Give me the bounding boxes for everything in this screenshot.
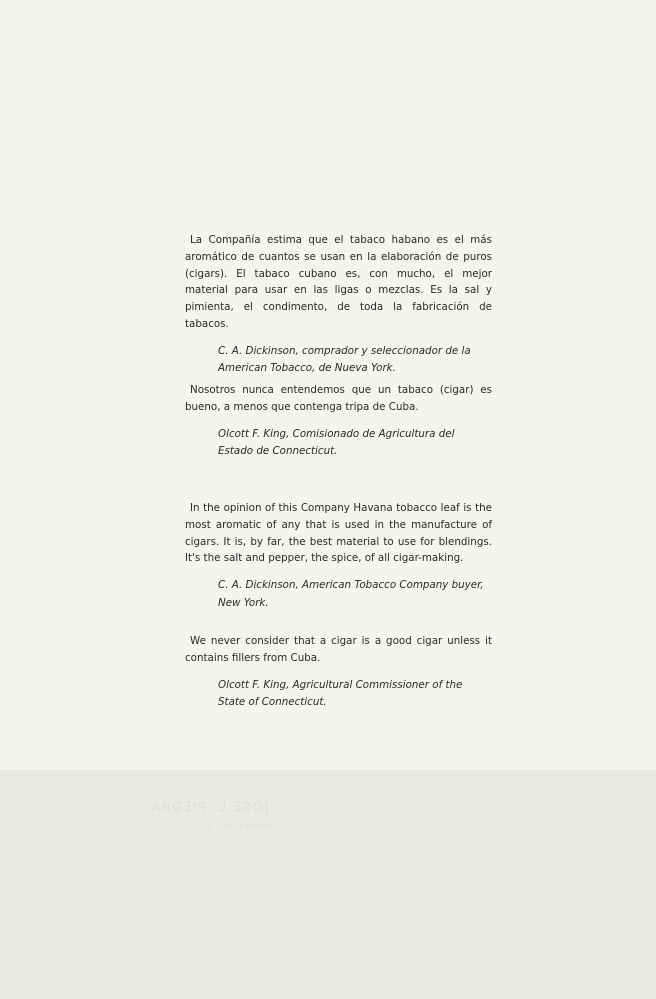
attribution-line-2: State of Connecticut. [218,696,327,709]
quote-text: In the opinion of this Company Havana tobacco leaf is the most aromatic of any that is used in the manufacture of cigars. It is, by far, the best material to use for blendings. It's the salt and pepper, the spice, of all cigar-making. [185,502,492,565]
quote-block-3 [185,500,492,612]
attribution-line-2: New York. [218,596,269,609]
show-through-subtext: PUROS No. 1 [205,822,272,830]
quote-text: La Compañía estima que el tabaco habano es el más aromático de cuantos se usan en la elaboración de puros (cigars). El tabaco cubano es, con mucho, el mejor material para usar en las ligas o mezclas. Es la sal y pimienta, el condimento, de toda la fabricación de tabacos. [185,234,492,330]
quote-block-4 [185,633,492,712]
quote-attribution [185,577,492,612]
attribution-line-2: American Tobacco, de Nueva York. [218,362,396,375]
attribution-line-1: Olcott F. King, Comisionado de Agricultura del [218,427,455,440]
quote-text: Nosotros nunca entendemos que un tabaco (cigar) es bueno, a menos que contenga tripa de Cuba. [185,384,492,413]
quote-attribution [185,677,492,712]
lower-page-area [0,770,656,999]
show-through-text: JOSE L. PIEDRA [150,800,268,814]
quote-attribution [185,343,492,378]
attribution-line-1: C. A. Dickinson, American Tobacco Company buyer, [218,579,484,592]
attribution-line-1: C. A. Dickinson, comprador y seleccionador de la [218,344,471,357]
attribution-line-2: Estado de Connecticut. [218,445,338,458]
quote-attribution [185,426,492,461]
quote-block-1 [185,232,492,378]
quote-block-2 [185,382,492,461]
attribution-line-1: Olcott F. King, Agricultural Commissioner of the [218,678,463,691]
quote-text: We never consider that a cigar is a good cigar unless it contains fillers from Cuba. [185,635,492,664]
